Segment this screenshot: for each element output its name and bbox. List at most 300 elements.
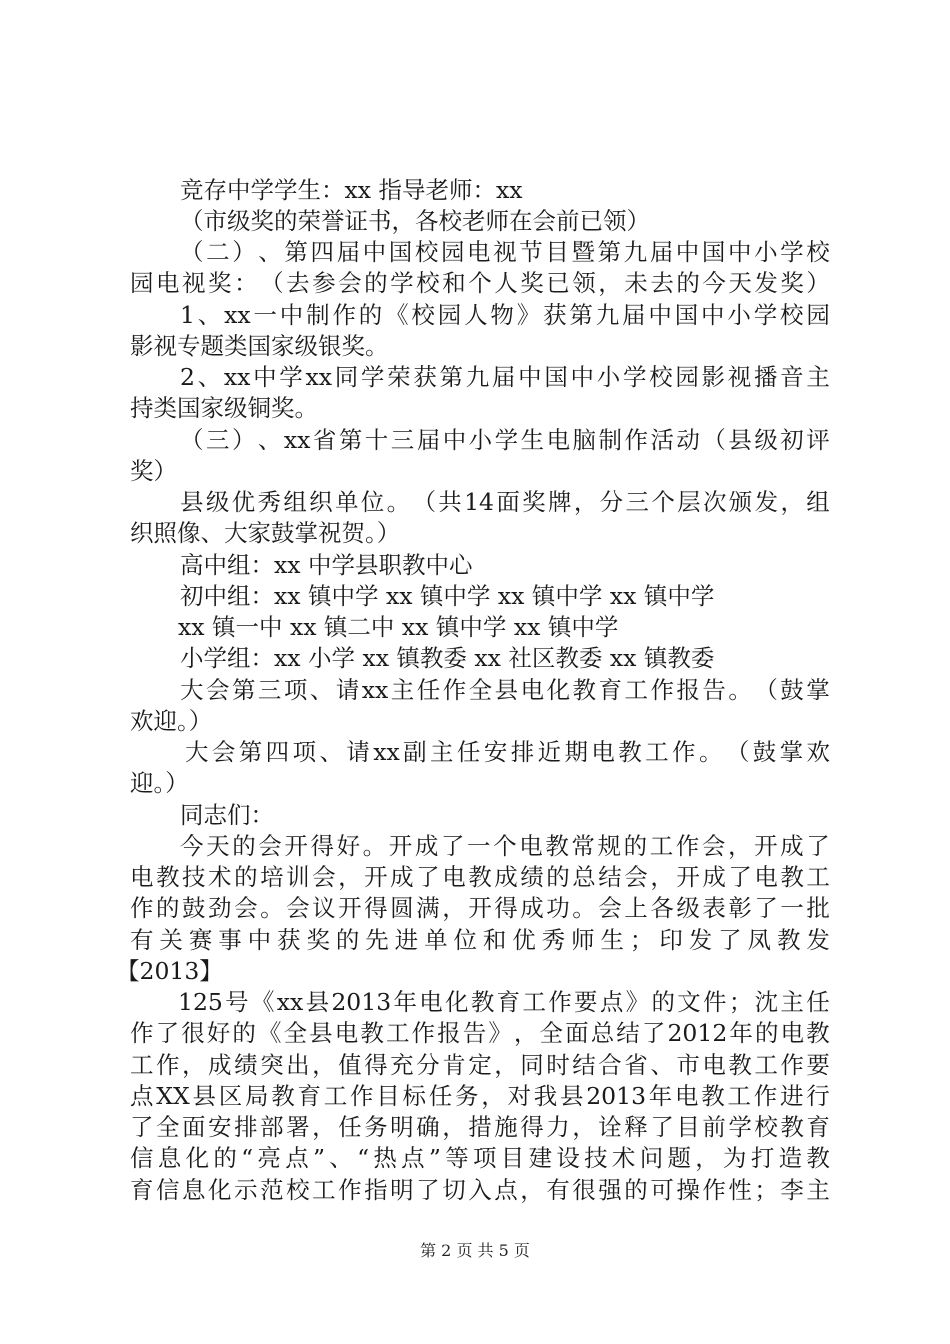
text-line-8: 持类国家级铜奖。	[130, 394, 318, 422]
glyph: 发	[754, 269, 778, 297]
glyph: 的	[546, 863, 570, 891]
glyph: 工	[130, 1051, 154, 1079]
glyph: 暨	[571, 238, 595, 266]
glyph: 视	[493, 238, 517, 266]
glyph: 点	[285, 1144, 309, 1172]
glyph: 节	[519, 238, 543, 266]
glyph: 欢	[806, 738, 830, 766]
glyph: 届	[416, 426, 441, 454]
glyph: 结	[598, 863, 622, 891]
glyph: 《	[250, 988, 275, 1016]
glyph: ，	[481, 1082, 505, 1110]
glyph: 影	[701, 363, 726, 391]
glyph: 县	[305, 988, 330, 1016]
glyph: 作	[624, 426, 648, 454]
glyph: ，	[312, 1051, 336, 1079]
glyph: 奖	[522, 488, 546, 516]
glyph: 小	[596, 363, 621, 391]
text-line-22	[180, 831, 830, 862]
glyph: 很	[181, 1019, 205, 1047]
glyph: 的	[624, 1176, 648, 1204]
glyph: 奖	[780, 269, 804, 297]
glyph: 同	[520, 1051, 544, 1079]
glyph: 小	[727, 301, 751, 329]
glyph: 教	[618, 738, 642, 766]
glyph: 好	[206, 1019, 231, 1047]
text-line-7	[180, 362, 830, 393]
text-line-13: 高中组：xx 中学县职教中心	[180, 551, 473, 579]
glyph: 》	[488, 1019, 512, 1047]
glyph: 目	[545, 238, 569, 266]
glyph: 得	[364, 894, 388, 922]
glyph: 秀	[257, 488, 281, 516]
glyph: 会	[211, 738, 236, 766]
text-line-32	[130, 1143, 830, 1174]
glyph: ，	[494, 1051, 518, 1079]
glyph: 赛	[188, 926, 213, 954]
glyph: 电	[442, 863, 466, 891]
glyph: 学	[728, 1113, 752, 1141]
glyph: 》	[625, 988, 650, 1016]
glyph: 教	[780, 863, 804, 891]
glyph: 信	[130, 1144, 154, 1172]
glyph: 了	[440, 832, 465, 860]
glyph: 告	[702, 676, 726, 704]
glyph: 参	[312, 269, 336, 297]
text-line-10: 奖）	[130, 457, 177, 485]
glyph: 可	[650, 1176, 674, 1204]
glyph: 很	[572, 1176, 596, 1204]
glyph: 请	[346, 738, 370, 766]
glyph: 育	[297, 1082, 321, 1110]
glyph: 学	[390, 269, 414, 297]
glyph: 告	[462, 1019, 487, 1047]
glyph: 级	[205, 488, 230, 516]
glyph: 作	[702, 1176, 726, 1204]
glyph: 脑	[572, 426, 597, 454]
glyph: 作	[411, 1019, 436, 1047]
glyph: 奖	[520, 269, 544, 297]
glyph: 中	[518, 363, 542, 391]
glyph: 劲	[208, 894, 232, 922]
glyph: 作	[672, 738, 696, 766]
glyph: 县	[192, 1082, 216, 1110]
text-line-33	[130, 1175, 830, 1206]
glyph: 的	[234, 863, 258, 891]
glyph: 第	[338, 426, 363, 454]
glyph: 单	[424, 926, 448, 954]
glyph: 播	[753, 363, 778, 391]
glyph: 面	[182, 1113, 206, 1141]
glyph: 凤	[747, 926, 772, 954]
glyph: 评	[806, 426, 830, 454]
glyph: 了	[130, 1113, 154, 1141]
glyph: （	[725, 738, 750, 766]
glyph: 的	[651, 988, 675, 1016]
glyph: 电	[156, 269, 180, 297]
glyph: 校	[411, 301, 435, 329]
text-line-28	[130, 1018, 830, 1049]
glyph: 鼓	[780, 676, 804, 704]
glyph: 一	[780, 894, 804, 922]
glyph: 、	[319, 738, 343, 766]
glyph: 《	[257, 1019, 282, 1047]
glyph: 释	[624, 1113, 648, 1141]
text-line-19	[185, 737, 830, 768]
glyph: 开	[388, 832, 413, 860]
glyph: 获	[543, 301, 567, 329]
glyph: 信	[156, 1176, 180, 1204]
glyph: （	[702, 426, 726, 454]
glyph: 园	[130, 269, 154, 297]
glyph: 结	[616, 1019, 640, 1047]
glyph: 绩	[520, 863, 544, 891]
glyph: 值	[338, 1051, 362, 1079]
glyph: 作	[675, 832, 700, 860]
glyph: 的	[358, 301, 383, 329]
glyph: 切	[442, 1176, 466, 1204]
glyph: 全	[156, 1113, 180, 1141]
glyph: 报	[676, 676, 700, 704]
glyph: 肯	[442, 1051, 466, 1079]
glyph: 署	[286, 1113, 310, 1141]
glyph: 育	[130, 1176, 154, 1204]
glyph: 区	[218, 1082, 243, 1110]
glyph: 打	[750, 1144, 775, 1172]
glyph: 请	[335, 676, 360, 704]
glyph: 学	[279, 363, 303, 391]
glyph: 工	[385, 1019, 410, 1047]
glyph: 去	[286, 269, 310, 297]
glyph: ，	[650, 863, 674, 891]
glyph: 的	[676, 269, 700, 297]
glyph: 诠	[598, 1113, 622, 1141]
glyph: 教	[701, 1082, 725, 1110]
glyph: 届	[649, 238, 674, 266]
glyph: 会	[286, 894, 310, 922]
glyph: 作	[332, 301, 356, 329]
glyph: 生	[520, 426, 545, 454]
glyph: 了	[728, 863, 752, 891]
glyph: 市	[676, 1051, 700, 1079]
glyph: 成	[208, 1051, 232, 1079]
glyph: 一	[253, 301, 277, 329]
glyph: 工	[754, 1051, 778, 1079]
glyph: 年	[729, 1019, 753, 1047]
glyph: 的	[754, 1019, 779, 1047]
glyph: 第	[284, 238, 308, 266]
glyph: 颁	[728, 488, 753, 516]
glyph: 同	[334, 363, 359, 391]
glyph: 第	[439, 363, 464, 391]
glyph: 电	[519, 832, 543, 860]
glyph: 总	[572, 863, 596, 891]
glyph: 作	[780, 1051, 804, 1079]
glyph: 县	[309, 1019, 333, 1047]
glyph: 园	[675, 363, 699, 391]
glyph: 教	[728, 1051, 752, 1079]
glyph: 面	[496, 488, 520, 516]
glyph: 批	[806, 894, 830, 922]
glyph: 点	[494, 1176, 518, 1204]
glyph: ；	[629, 926, 654, 954]
glyph: 行	[806, 1082, 830, 1110]
glyph: 人	[494, 269, 518, 297]
glyph: 印	[659, 926, 683, 954]
glyph: 文	[677, 988, 701, 1016]
glyph: 结	[572, 1051, 596, 1079]
glyph: 工	[522, 988, 546, 1016]
glyph: 化	[208, 1176, 232, 1204]
glyph: 和	[482, 926, 507, 954]
glyph: 开	[676, 863, 700, 891]
glyph: 电	[130, 863, 154, 891]
glyph: 获	[413, 363, 437, 391]
glyph: 音	[780, 363, 804, 391]
glyph: 的	[232, 1019, 256, 1047]
glyph: 中	[675, 238, 700, 266]
glyph: 四	[310, 238, 334, 266]
glyph: 排	[510, 738, 535, 766]
glyph: 会	[701, 832, 726, 860]
glyph: 级	[676, 894, 700, 922]
glyph: 近	[537, 738, 562, 766]
glyph: 表	[702, 894, 726, 922]
glyph: 为	[723, 1144, 747, 1172]
glyph: 四	[265, 738, 290, 766]
glyph: 了	[641, 1019, 666, 1047]
glyph: 工	[312, 1176, 336, 1204]
glyph: 有	[546, 1176, 570, 1204]
text-line-14: 初中组：xx 镇中学 xx 镇中学 xx 镇中学 xx 镇中学	[180, 582, 715, 610]
glyph: ”	[312, 1144, 325, 1172]
glyph: 优	[512, 926, 536, 954]
text-line-3	[180, 237, 830, 268]
text-line-18: 欢迎。）	[130, 707, 213, 735]
glyph: 校	[806, 238, 830, 266]
glyph: xx	[373, 738, 400, 766]
glyph: 分	[416, 1051, 440, 1079]
glyph: xx	[361, 676, 389, 704]
glyph: 任	[338, 1113, 362, 1141]
glyph: 第	[231, 676, 256, 704]
glyph: 训	[286, 863, 310, 891]
glyph: 教	[468, 863, 492, 891]
glyph: 了	[806, 832, 830, 860]
glyph: “	[241, 1144, 254, 1172]
glyph: 充	[390, 1051, 414, 1079]
glyph: 上	[624, 894, 648, 922]
glyph: 发	[688, 926, 713, 954]
glyph: 得	[520, 1113, 544, 1141]
glyph: 省	[312, 426, 337, 454]
glyph: 年	[648, 1082, 673, 1110]
glyph: 作	[753, 1082, 778, 1110]
glyph: 进	[394, 926, 419, 954]
glyph: 技	[182, 863, 206, 891]
glyph: 今	[702, 269, 726, 297]
glyph: 务	[364, 1113, 388, 1141]
glyph: 息	[157, 1144, 182, 1172]
glyph: 的	[213, 1144, 237, 1172]
glyph: 中	[362, 238, 387, 266]
glyph: 措	[468, 1113, 492, 1141]
glyph: 开	[364, 863, 388, 891]
glyph: 校	[649, 363, 673, 391]
glyph: ，	[780, 488, 804, 516]
glyph: 学	[622, 363, 647, 391]
glyph: 合	[598, 1051, 622, 1079]
glyph: 工	[624, 676, 648, 704]
glyph: 报	[437, 1019, 461, 1047]
glyph: 的	[364, 269, 388, 297]
glyph: 局	[244, 1082, 269, 1110]
glyph: 常	[571, 832, 595, 860]
glyph: 鼓	[182, 894, 206, 922]
glyph: ：	[234, 269, 258, 297]
glyph: ，	[338, 863, 362, 891]
glyph: （	[754, 676, 778, 704]
glyph: 第	[597, 238, 621, 266]
glyph: XX	[156, 1082, 190, 1110]
glyph: 成	[390, 863, 414, 891]
glyph: 一	[467, 832, 491, 860]
glyph: 作	[442, 676, 467, 704]
glyph: 作	[349, 1082, 374, 1110]
glyph: 得	[310, 832, 334, 860]
glyph: 学	[753, 301, 778, 329]
glyph: 等	[445, 1144, 469, 1172]
glyph: 发	[806, 926, 830, 954]
glyph: 明	[390, 1113, 414, 1141]
glyph: 动	[676, 426, 700, 454]
glyph: 中	[727, 238, 752, 266]
glyph: ”	[428, 1144, 441, 1172]
glyph: 人	[464, 301, 488, 329]
glyph: 电	[675, 1082, 699, 1110]
glyph: 开	[338, 894, 362, 922]
glyph: 化	[546, 676, 571, 704]
glyph: 秀	[541, 926, 566, 954]
glyph: 术	[611, 1144, 636, 1172]
glyph: 技	[584, 1144, 608, 1172]
glyph: 造	[778, 1144, 803, 1172]
glyph: 1	[180, 301, 195, 329]
glyph: 确	[416, 1113, 440, 1141]
glyph: 任	[806, 988, 830, 1016]
glyph: 荣	[387, 363, 411, 391]
glyph: ，	[572, 1113, 596, 1141]
glyph: 化	[185, 1144, 210, 1172]
glyph: 领	[572, 269, 596, 297]
glyph: 2012	[667, 1019, 728, 1047]
glyph: 点	[401, 1144, 425, 1172]
glyph: 范	[260, 1176, 284, 1204]
glyph: 掌	[779, 738, 804, 766]
glyph: 电	[546, 426, 571, 454]
text-line-24	[130, 893, 830, 924]
glyph: 定	[468, 1051, 492, 1079]
glyph: 对	[507, 1082, 531, 1110]
glyph: 排	[234, 1113, 258, 1141]
glyph: 育	[806, 1113, 830, 1141]
glyph: 号	[225, 988, 249, 1016]
text-line-15: xx 镇一中 xx 镇二中 xx 镇中学 xx 镇中学	[178, 613, 619, 641]
glyph: 开	[754, 832, 778, 860]
glyph: 副	[403, 738, 427, 766]
text-line-12: 织照像、大家鼓掌祝贺。）	[130, 519, 401, 547]
glyph: ，	[312, 1113, 336, 1141]
glyph: 分	[599, 488, 624, 516]
glyph: 点	[599, 988, 624, 1016]
glyph: 今	[180, 832, 204, 860]
glyph: 届	[336, 238, 361, 266]
glyph: 校	[780, 301, 804, 329]
glyph: ，	[727, 832, 752, 860]
glyph: 目	[500, 1144, 525, 1172]
glyph: 个	[468, 269, 492, 297]
glyph: 园	[437, 301, 462, 329]
glyph: 明	[390, 1176, 414, 1204]
glyph: 校	[754, 1113, 778, 1141]
glyph: 工	[806, 863, 830, 891]
glyph: 突	[260, 1051, 284, 1079]
glyph: 作	[650, 676, 674, 704]
glyph: 目	[676, 1113, 700, 1141]
glyph: 会	[205, 676, 230, 704]
glyph: 成	[520, 894, 544, 922]
glyph: 作	[130, 1019, 154, 1047]
glyph: 园	[440, 238, 465, 266]
glyph: 作	[156, 1051, 180, 1079]
glyph: 成	[780, 832, 804, 860]
glyph: 目	[376, 1082, 400, 1110]
glyph: 2013	[331, 988, 392, 1016]
glyph: 国	[544, 363, 568, 391]
glyph: xx	[305, 363, 332, 391]
glyph: 教	[360, 1019, 384, 1047]
glyph: 电	[780, 1019, 805, 1047]
glyph: 术	[208, 863, 232, 891]
text-line-11	[180, 487, 830, 518]
glyph: 县	[180, 488, 204, 516]
glyph: 主	[806, 1176, 830, 1204]
glyph: 指	[364, 1176, 388, 1204]
glyph: 教	[776, 926, 801, 954]
glyph: ）	[232, 238, 256, 266]
glyph: 和	[442, 269, 466, 297]
glyph: 会	[312, 863, 336, 891]
glyph: 学	[360, 363, 385, 391]
glyph: 十	[364, 426, 389, 454]
glyph: 题	[667, 1144, 691, 1172]
glyph: 电	[702, 1051, 726, 1079]
glyph: xx	[276, 988, 304, 1016]
glyph: 优	[231, 488, 256, 516]
text-line-9	[180, 425, 830, 456]
glyph: 部	[260, 1113, 284, 1141]
glyph: 会	[258, 832, 282, 860]
glyph: 好	[336, 832, 361, 860]
glyph: 《	[385, 301, 409, 329]
glyph: 教	[545, 832, 569, 860]
glyph: 省	[624, 1051, 648, 1079]
glyph: 作	[338, 1176, 362, 1204]
glyph: 电	[419, 988, 443, 1016]
glyph: 进	[780, 1082, 804, 1110]
glyph: 了	[754, 894, 778, 922]
glyph: 单	[334, 488, 359, 516]
